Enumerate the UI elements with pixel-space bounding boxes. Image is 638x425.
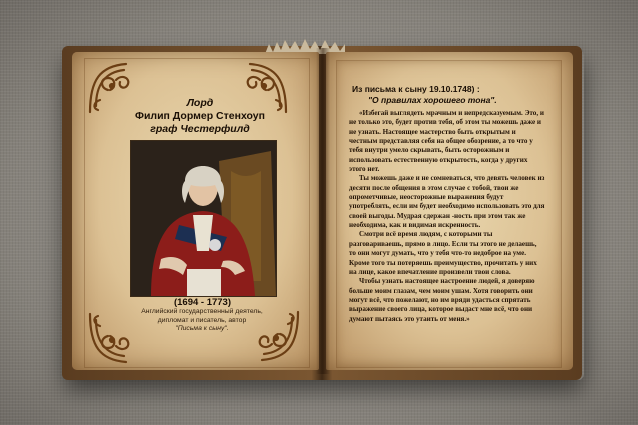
caption-line: дипломат и писатель, автор — [157, 316, 247, 324]
letter-paragraph: «Избегай выглядеть мрачным и непредсказуемым. Это, и не только это, будет против тебя, об этом ты можешь даже и не узнать. Настоящее мастерство быть открытым и честным представляя себя на общее обозрение, а то что у тебя внутри умело скрывать, быть осторожным и использовать естественную открытость, когда у других этого нет. — [349, 109, 544, 174]
life-years: (1694 - 1773) — [173, 297, 232, 308]
portrait-caption — [108, 308, 296, 334]
letter-paragraph: Ты можешь даже и не сомневаться, что девять человек из десяти после общения в этом случае с тобой, твои же опрометчивые, неосторожные выражения будут употреблять, если им будет необходимо использовать это для своей выгоды. Мудрая сдержан -ность при этом так же необходима, как и видимая искренность. — [349, 174, 545, 230]
letter-body — [349, 109, 545, 324]
letter-heading: Из письма к сыну 19.10.1748) : — [352, 84, 480, 94]
letter-subheading: "О правилах хорошего тона". — [368, 95, 497, 105]
title-earl-text: граф Честерфилд — [150, 123, 250, 135]
portrait-image — [130, 140, 277, 297]
book-gutter — [316, 48, 330, 374]
caption-line: "Письма к сыну". — [175, 325, 229, 332]
letter-paragraph: Чтобы узнать настоящее настроение людей, я доверяю больше моим глазам, чем моим ушам. Хотя говорить они могут всё, что пожелают, но им вряди удасться спрятать выражение своего лица, которое выдаст мне всё, что они думают пытаясь это утаить от меня.» — [349, 277, 535, 323]
letter-paragraph: Смотри всё время людям, с которыми ты разговариваешь, прямо в лицо. Если ты этого не делаешь, то они могут думать, что у тебя что-то недоброе на уме. Кроме того ты потеряешь преимущество, прочитать у них на лице, какое впечатление произвели твои слова. — [349, 230, 537, 276]
title-rank: Лорд — [186, 97, 214, 109]
caption-line: Английский государственный деятель, — [141, 308, 263, 315]
title-name: Филип Дормер Стенхоуп — [135, 110, 265, 122]
title-earl — [100, 123, 300, 136]
